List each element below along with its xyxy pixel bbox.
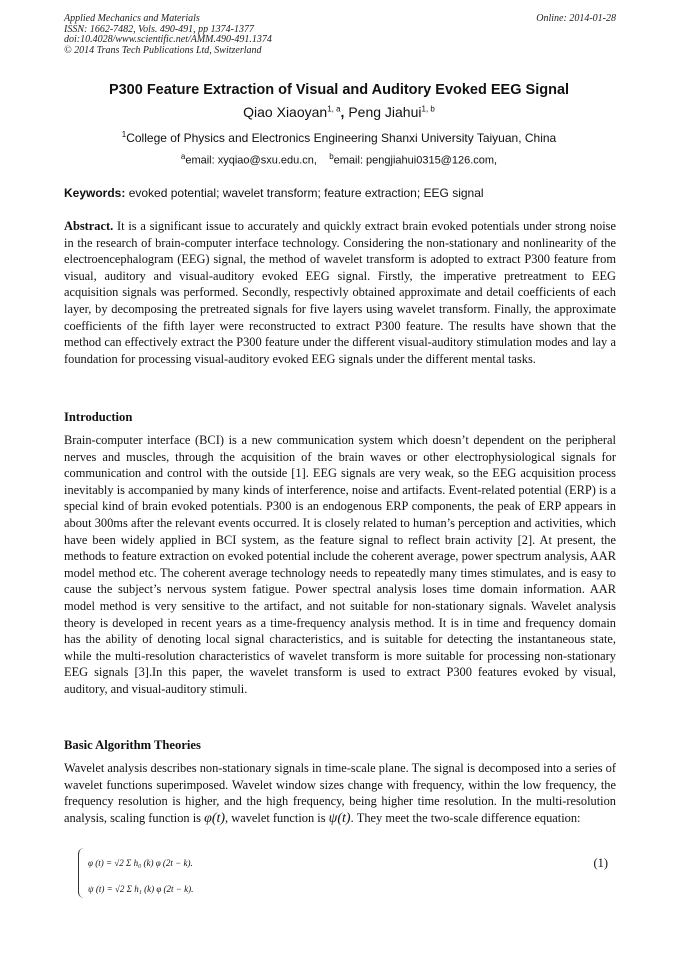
equation-brace xyxy=(78,848,85,898)
equation-1 xyxy=(82,848,616,900)
equation-line-1: φ (t) = √2 Σ h₀ (k) φ (2t − k). xyxy=(88,858,193,868)
equation-line-2: ψ (t) = √2 Σ h₁ (k) φ (2t − k). xyxy=(88,884,194,894)
keywords-text: evoked potential; wavelet transform; feature extraction; EEG signal xyxy=(128,186,484,200)
issn-line: ISSN: 1662-7482, Vols. 490-491, pp 1374-1377 xyxy=(64,23,254,35)
keywords xyxy=(64,186,616,200)
abstract xyxy=(64,218,616,367)
basic-theories-heading: Basic Algorithm Theories xyxy=(64,738,201,752)
keywords-label: Keywords: xyxy=(64,186,126,200)
journal-header xyxy=(64,14,616,56)
basic-text-2: , wavelet function is xyxy=(225,810,326,825)
basic-theories-text xyxy=(64,760,616,827)
phi-symbol: φ(t) xyxy=(204,810,226,826)
email-a: email: xyqiao@sxu.edu.cn, xyxy=(185,154,317,167)
author-1-sup: 1, a xyxy=(327,104,341,114)
affiliation-text: College of Physics and Electronics Engineering Shanxi University Taiyuan, China xyxy=(126,131,557,145)
email-a-sup: a xyxy=(180,152,186,161)
psi-symbol: ψ(t) xyxy=(328,810,351,826)
introduction-text: Brain-computer interface (BCI) is a new communication system which doesn’t dependent on the peripheral nerves and muscles, through the acquisition of the brain waves or other electrophysiological signals for communication and control with the outside [1]. EEG signals are very weak, so the EEG acquisition process inevitably is accompanied by many kinds of interference, noise and artifacts. Event-related potential (ERP) is a special kind of brain evoked potentials. P300 is an endogenous ERP components, the peak of ERP appears in about 300ms after the relevant events occurred. It is closely related to human’s perception and activities, which have been widely applied in BCI system, as the feature signal to reflect brain activity [2]. At present, the methods to feature extraction on evoked potential include the coherent average, power spectrum analysis, AAR model method etc. The coherent average technology needs to repeatedly many times stimulates, and is easy to cause the subject’s nervous system fatigue. Power spectral analysis loses time domain information. AAR model method is very sensitive to the artifact, and not suitable for non-stationary signals. Wavelet analysis theory is developed in recent years as a time-frequency analysis method. It is in time and frequency domain has the ability of denoting local signal characteristics, and is suitable for detecting the instantaneous state, while the multi-resolution characteristics of wavelet transform is more suitable for processing non-stationary EEG signals [3].In this paper, the wavelet transform is used to extract P300 features evoked by visual, auditory, and visual-auditory stimuli. xyxy=(64,433,616,696)
abstract-text: It is a significant issue to accurately and quickly extract brain evoked potentials under strong noise in the research of brain-computer interface technology. Considering the non-stationary and nonlinearity of the electroencephalogram (EEG) signal, the method of wavelet transform is adopted to extract P300 feature from visual, auditory and visual-auditory evoked EEG signal. Firstly, the imperative pretreatment to EEG acquisition signals was performed. Secondly, respectivly obtained approximate and detail coefficients of each layer, by decomposing the pretreated signals for five layers using wavelet transform. Finally, the approximate coefficients of the fifth layer were reconstructed to extract P300 feature. The results have shown that the method can effectively extract the P300 feature under the different visual-auditory stimulation modes and lay a foundation for processing visual-auditory evoked EEG signals under the different mental tasks. xyxy=(64,219,616,366)
online-date: Online: 2014-01-28 xyxy=(536,13,616,24)
author-1-name: Qiao Xiaoyan xyxy=(243,104,328,120)
author-separator: , xyxy=(340,104,345,120)
abstract-label: Abstract. xyxy=(64,219,114,233)
email-line xyxy=(0,152,678,167)
journal-name: Applied Mechanics and Materials xyxy=(64,13,200,24)
author-line xyxy=(0,104,678,120)
copyright-line: © 2014 Trans Tech Publications Ltd, Switzerland xyxy=(64,44,262,56)
email-b-sup: b xyxy=(329,152,334,161)
affiliation xyxy=(0,130,678,145)
email-b: email: pengjiahui0315@126.com, xyxy=(333,154,498,167)
author-2-sup: 1, b xyxy=(421,104,435,114)
basic-text-1: Wavelet analysis describes non-stationary signals in time-scale plane. The signal is decomposed into a series of wavelet functions superimposed. Wavelet window sizes change with frequency, within the low frequency, the frequency resolution is higher, and the high frequency, being higher time resolution. In the multi-resolution analysis, scaling function is xyxy=(64,761,616,825)
author-2-name: Peng Jiahui xyxy=(348,104,422,120)
basic-text-3: . They meet the two-scale difference equation: xyxy=(350,810,581,825)
doi-line: doi:10.4028/www.scientific.net/AMM.490-491.1374 xyxy=(64,34,272,45)
introduction-heading: Introduction xyxy=(64,410,133,424)
equation-number: (1) xyxy=(593,856,608,870)
affiliation-sup: 1 xyxy=(121,130,127,139)
paper-title: P300 Feature Extraction of Visual and Auditory Evoked EEG Signal xyxy=(108,82,570,98)
